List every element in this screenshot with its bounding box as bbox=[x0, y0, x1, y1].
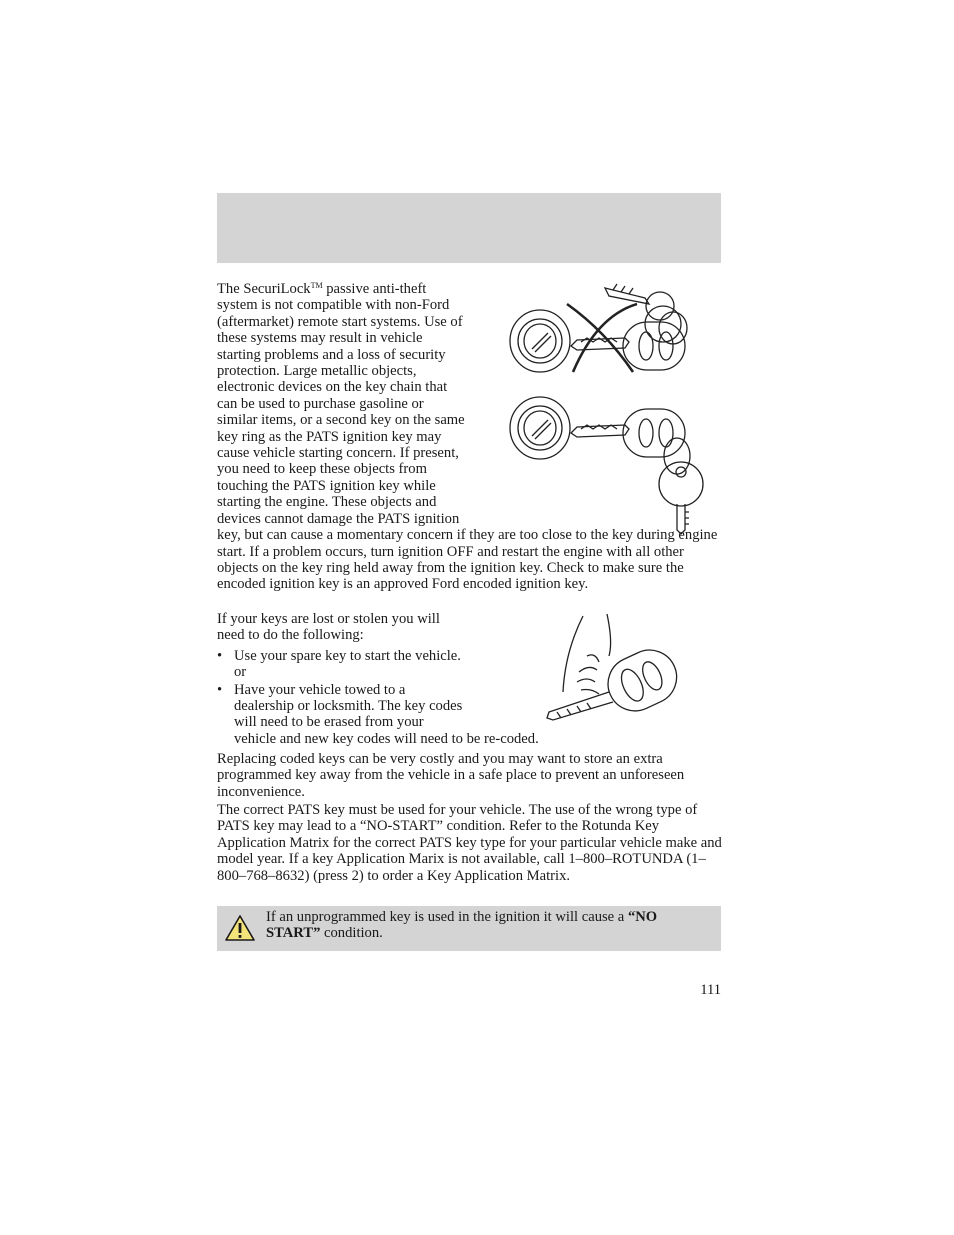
encoded-key-head-icon bbox=[599, 641, 683, 720]
key-blade-icon bbox=[547, 692, 613, 720]
securilock-text: passive anti-theft system is not compatible with non-Ford (aftermarket) remote start systems. Use of these systems may result in vehicle starting problems and a loss of security protection. Large metallic objects, electronic devices on the key chain that can be used to purchase gasoline or similar items, or a second key on the same key ring as the PATS ignition key may cause vehicle starting concern. If present, you need to keep these objects from touching the PATS ignition key while starting the engine. These objects and devices cannot damage the PATS ignition key, but can cause a momentary concern if they are too close to the key during engine start. If a problem occurs, turn ignition OFF and restart the engine with all other objects on the key ring held away from the ignition key. Check to make sure the encoded ignition key is an approved Ford encoded ignition key. bbox=[217, 281, 718, 593]
second-key-icon bbox=[605, 288, 649, 304]
key-blade-icon bbox=[571, 338, 629, 350]
encoded-key-head-icon bbox=[623, 322, 685, 370]
replacing-keys-paragraph: Replacing coded keys can be very costly and you may want to store an extra programmed key away from the vehicle in a safe place to prevent an unforeseen inconvenience. bbox=[217, 751, 685, 800]
warning-triangle-icon bbox=[224, 914, 256, 942]
lost-keys-intro: If your keys are lost or stolen you will need to do the following: bbox=[217, 611, 440, 644]
key-ring-illustration bbox=[505, 276, 725, 536]
list-item: • Use your spare key to start the vehicle. or bbox=[217, 647, 461, 681]
section-header-band bbox=[217, 193, 721, 263]
warning-box bbox=[217, 906, 721, 951]
bullet: • bbox=[217, 647, 223, 664]
page-number: 111 bbox=[700, 982, 721, 998]
key-in-hand-illustration bbox=[543, 612, 683, 722]
list-item: • Have your vehicle towed to a dealership or locksmith. The key codes will need to be erased from your vehicle and new key codes will need to be re-coded. bbox=[217, 681, 539, 747]
warning-emphasis: “NO START” bbox=[266, 909, 658, 942]
trademark-mark: TM bbox=[310, 281, 323, 290]
bullet: • bbox=[217, 681, 223, 698]
correct-key-paragraph: The correct PATS key must be used for your vehicle. The use of the wrong type of PATS key may lead to a “NO-START” condition. Refer to the Rotunda Key Application Matrix for the correct PATS key type for your particular vehicle make and model year. If a key Application Marix is not available, call 1–800–ROTUNDA (1–800–768–8632) (press 2) to order a Key Application Matrix. bbox=[217, 802, 722, 884]
securilock-lead: The SecuriLock bbox=[217, 281, 311, 297]
warning-text: If an unprogrammed key is used in the ignition it will cause a “NO START” condition. bbox=[266, 909, 658, 942]
